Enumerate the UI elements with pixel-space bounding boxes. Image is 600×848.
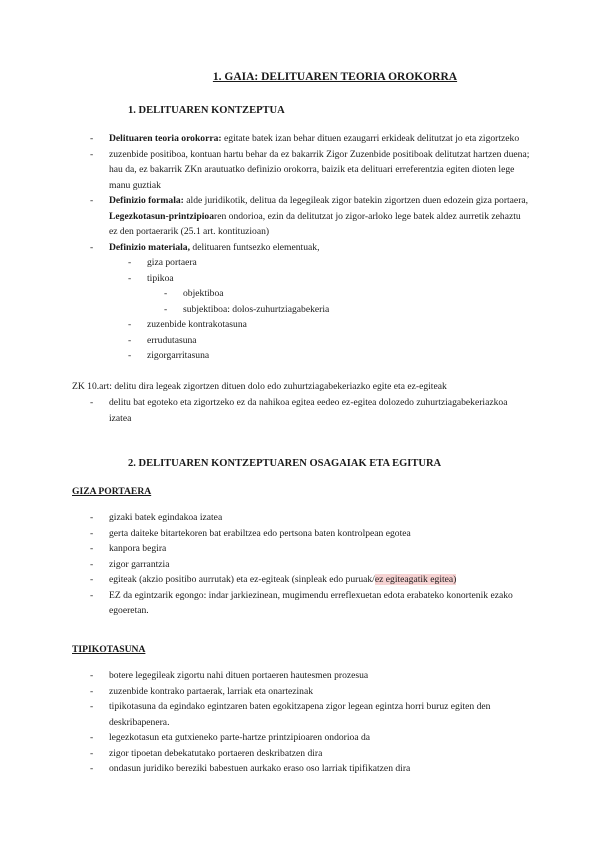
term: Definizio formala: xyxy=(109,195,184,206)
list-item: - zigor tipoetan debekatutako portaeren deskribatzen dira xyxy=(90,746,530,762)
list-item xyxy=(90,147,530,194)
sub-sub-list xyxy=(164,286,530,317)
tipikotasuna-label: TIPIKOTASUNA xyxy=(72,644,146,655)
list-item: - legezkotasun eta gutxieneko parte-hartze printzipioaren ondorioa da xyxy=(90,730,530,746)
highlighted-text: ez egiteagatik egitea) xyxy=(374,574,457,585)
tipikotasuna-list xyxy=(90,668,530,777)
giza-portaera-list xyxy=(90,510,530,619)
list-item: - giza portaera xyxy=(128,255,530,271)
section1-heading: 1. DELITUAREN KONTZEPTUA xyxy=(128,105,285,116)
list-item: - zuzenbide kontrako partaerak, larriak eta onartezinak xyxy=(90,684,530,700)
term: Delituaren teoria orokorra: xyxy=(109,133,222,144)
list-item: - tipikotasuna da egindako egintzaren baten egokitzapena zigor legean egintza horri buruz egiten den deskribapenera. xyxy=(90,699,530,730)
definition: alde juridikotik, delitua da legegileak zigor batekin zigortzen duen edozein giza portaera, xyxy=(183,195,529,206)
list-item: - EZ da egintzarik egongo: indar jarkiezinean, mugimendu erreflexuetan edota erabateko konortenik ezako egoeretan. xyxy=(90,588,530,619)
list-item: - gerta daiteke bitartekoren bat erabiltzea edo pertsona baten kontrolpean egotea xyxy=(90,526,530,542)
section2-heading: 2. DELITUAREN KONTZEPTUAREN OSAGAIAK ETA EGITURA xyxy=(128,458,442,469)
section1-list xyxy=(90,131,530,364)
list-item: - zuzenbide kontrakotasuna xyxy=(128,317,530,333)
zk-article-line: ZK 10.art: delitu dira legeak zigortzen dituen dolo edo zuhurtziagabekeriazko egite eta ez-egiteak xyxy=(72,381,447,392)
page-title: 1. GAIA: DELITUAREN TEORIA OROKORRA xyxy=(212,71,458,83)
list-item xyxy=(90,240,530,364)
list-item: - objektiboa xyxy=(164,286,530,302)
sub-list xyxy=(128,255,530,364)
list-item: - subjektiboa: dolos-zuhurtziagabekeria xyxy=(164,302,530,318)
definition: delituaren funtsezko elementuak, xyxy=(190,241,320,253)
giza-portaera-label: GIZA PORTAERA xyxy=(72,486,152,497)
list-item: - ondasun juridiko bereziki babestuen aurkako eraso oso larriak tipifikatzen dira xyxy=(90,761,530,777)
definition: egitate batek izan behar dituen ezaugarri erkideak delitutzat jo eta zigortzeko xyxy=(221,133,520,144)
list-item: - zigorgarritasuna xyxy=(128,348,530,364)
list-item: - gizaki batek egindakoa izatea xyxy=(90,510,530,526)
list-item: - errudutasuna xyxy=(128,333,530,349)
term: Legezkotasun-printzipioa xyxy=(109,210,215,222)
list-item: - egiteak (akzio positibo aurrutak) eta ez-egiteak (sinpleak edo puruak/ez egiteagatik egitea) xyxy=(90,572,530,588)
definition: ren ondorioa, ezin da delitutzat jo zigor-arloko lege batek aldez aurretik zehaztu ez den portaerarik (25.1 art. kontituzioan) xyxy=(109,210,521,237)
list-item xyxy=(90,131,530,147)
list-item: - zigor garrantzia xyxy=(90,557,530,573)
list-item xyxy=(90,193,530,240)
term: Definizio materiala, xyxy=(109,241,190,253)
zk-list xyxy=(90,395,530,426)
list-item: - kanpora begira xyxy=(90,541,530,557)
list-item: - tipikoa - objektiboa - subjektiboa: dolos-zuhurtziagabekeria xyxy=(128,271,530,318)
list-item: - delitu bat egoteko eta zigortzeko ez da nahikoa egitea eedeo ez-egitea dolozedo zuhurtziagabekeriazkoa izatea xyxy=(90,395,530,426)
list-item: - botere legegileak zigortu nahi dituen portaeren hautesmen prozesua xyxy=(90,668,530,684)
definition: zuzenbide positiboa, kontuan hartu behar da ez bakarrik Zigor Zuzenbide positiboak delitutzat hartzen duena; hau da, ez bakarrik ZKn arautuatko definizio orokorra, baizik eta delituari erreferentzia egiten dioten lege manu guztiak xyxy=(109,148,530,191)
